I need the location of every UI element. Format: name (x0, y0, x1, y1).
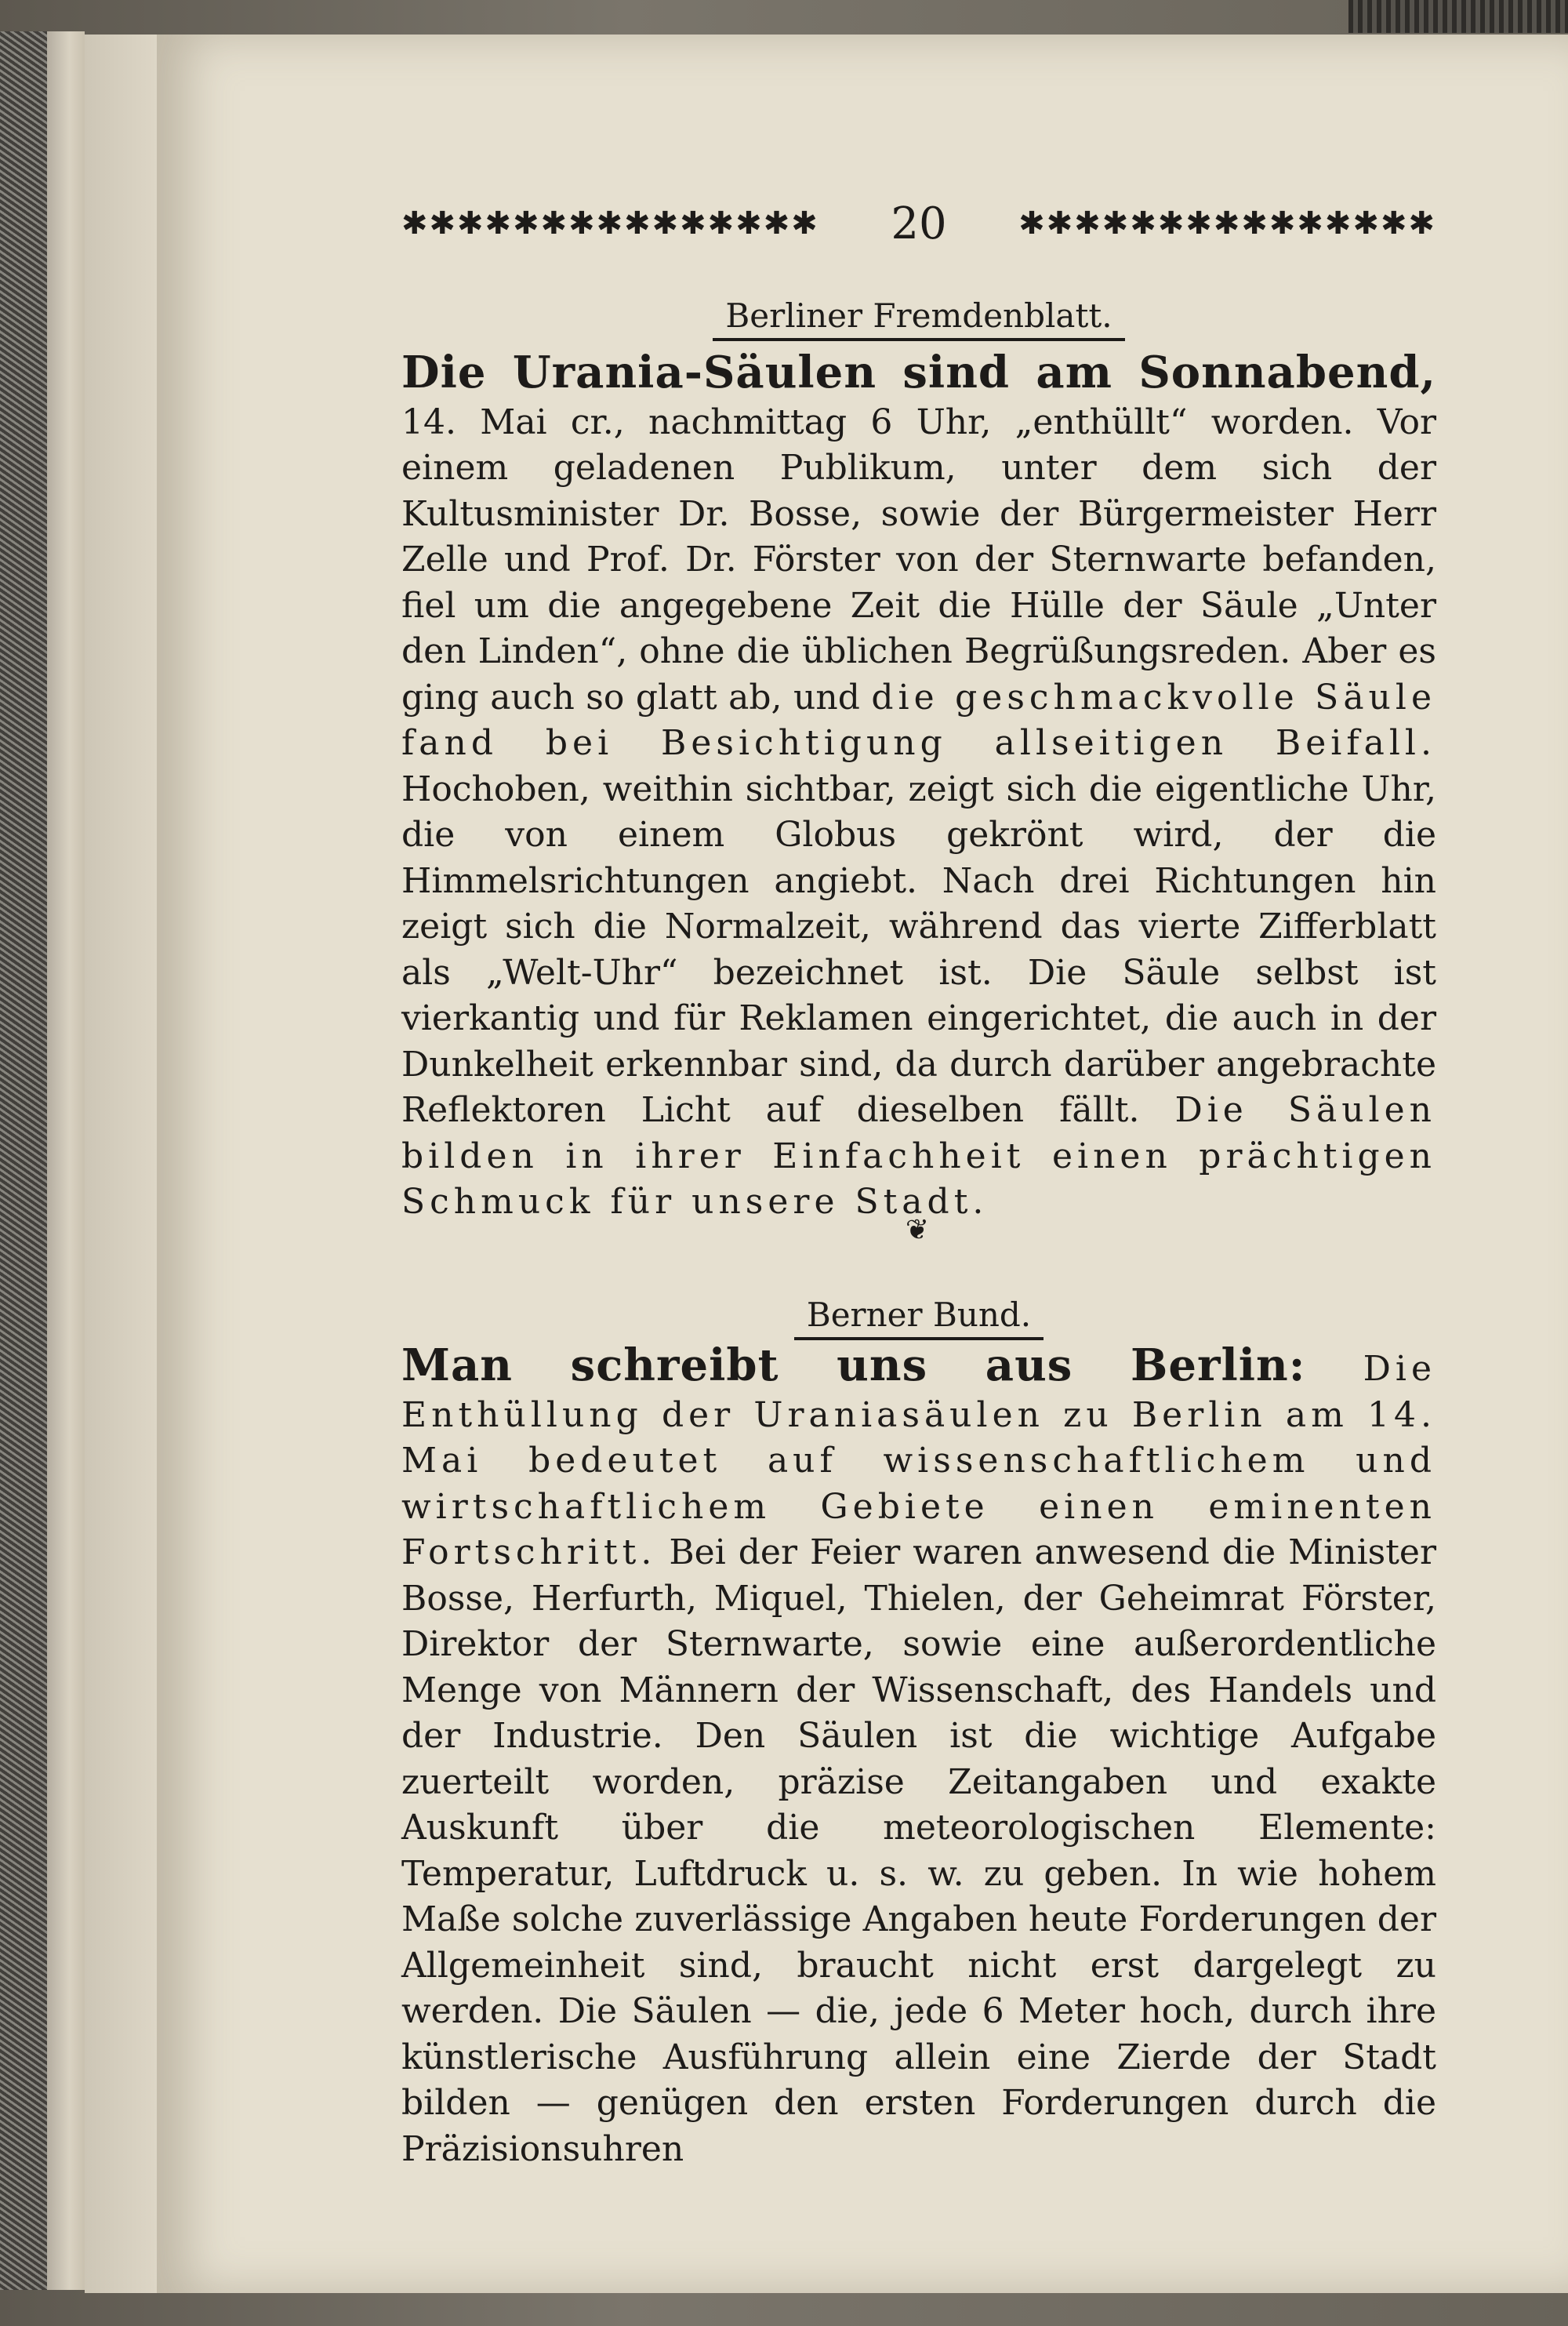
article-text: Bei der Feier waren anwesend die Minister Bosse, Herfurth, Miquel, Thielen, der Geheimrat Förster, Direktor der Sternwarte, sowie eine außerordentliche Menge von Männern der Wissenschaft, des Handels und der Industrie. Den Säulen ist die wichtige Aufgabe zuerteilt worden, präzise Zeitangaben und exakte Auskunft über die meteorologischen Elemente: Temperatur, Luftdruck u. s. w. zu geben. In wie hohem Maße solche zuverlässige Angaben heute Forderungen der Allgemeinheit sind, braucht nicht erst dargelegt zu werden. Die Säulen — die, jede 6 Meter hoch, durch ihre künstlerische Ausführung allein eine Zierde der Stadt bilden — genügen den ersten Forderungen durch die Präzisionsuhren (401, 1532, 1436, 2169)
page-inner-edge (85, 35, 157, 2293)
article-text: Hochoben, weithin sichtbar, zeigt sich die eigentliche Uhr, die von einem Globus gekrönt wird, der die Himmelsrichtungen angiebt. Nach drei Richtungen hin zeigt sich die Normalzeit, während das vierte Zifferblatt als „Welt-Uhr“ bezeichnet ist. Die Säule selbst ist vierkantig und für Reklamen eingerichtet, die auch in der Dunkelheit erkennbar sind, da durch darüber angebrachte Reflektoren Licht auf dieselben fällt. (401, 769, 1436, 1130)
article-source-title (401, 296, 1436, 341)
section-separator-ornament: ❦ (905, 1214, 930, 1246)
running-header (401, 196, 1436, 251)
page-gutter (47, 31, 85, 2290)
article-body (401, 1339, 1437, 2172)
article-text-spaced: Die Säulen bilden in ihrer Einfachheit einen prächtigen Schmuck für unsere Stadt. (401, 1090, 1436, 1222)
article-source-label: Berliner Fremdenblatt. (713, 296, 1124, 341)
article-source-label: Berner Bund. (794, 1296, 1044, 1340)
article-body (401, 347, 1436, 1226)
article-text: 14. Mai cr., nachmittag 6 Uhr, „enthüllt“ worden. Vor einem geladenen Publikum, unter dem sich der Kultusminister Dr. Bosse, sowie der Bürgermeister Herr Zelle und Prof. Dr. Förster von der Sternwarte befanden, fiel um die angegebene Zeit die Hülle der Säule „Unter den Linden“, ohne die üblichen Begrüßungsreden. Aber es ging auch so glatt ab, und (401, 402, 1436, 718)
header-ornament-right: ✱✱✱✱✱✱✱✱✱✱✱✱✱✱✱ (1018, 205, 1436, 242)
header-ornament-left: ✱✱✱✱✱✱✱✱✱✱✱✱✱✱✱ (401, 205, 819, 242)
article-headline: Die Urania-Säulen sind am Sonnabend, (401, 347, 1436, 398)
book-binding-top (1348, 0, 1568, 33)
article-text-spaced: Die Enthüllung der Uraniasäulen zu Berlin am 14. Mai bedeutet auf wissenschaftlichem und wirtschaftlichem Gebiete einen eminenten Fortschritt. (401, 1349, 1437, 1572)
article-headline: Man schreibt uns aus Berlin: (401, 1339, 1306, 1391)
article-source-title (401, 1296, 1436, 1340)
book-spine (0, 31, 47, 2290)
article-text-spaced: die geschmackvolle Säule fand bei Besichtigung allseitigen Beifall. (401, 677, 1436, 763)
page-number: 20 (891, 198, 947, 249)
